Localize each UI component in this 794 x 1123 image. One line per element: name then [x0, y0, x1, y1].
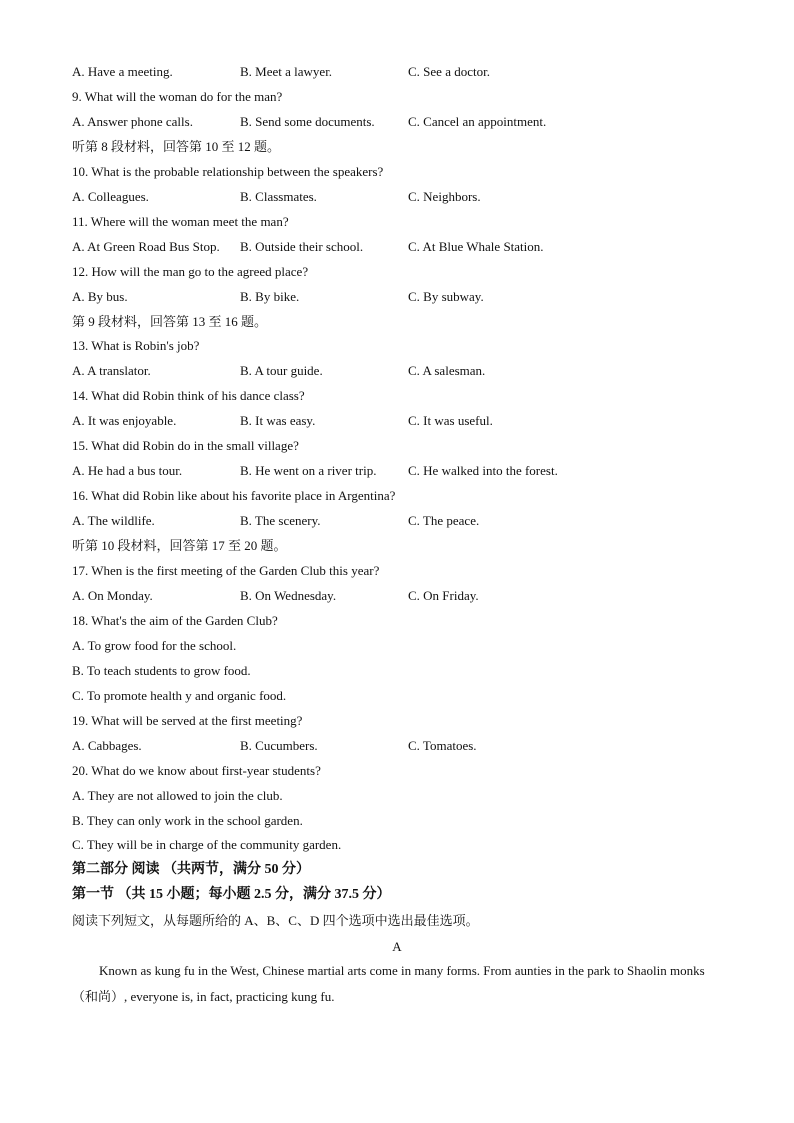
option-a: A. It was enjoyable. — [72, 413, 177, 428]
option-a: A. Colleagues. — [72, 189, 149, 204]
option-b: B. Send some documents. — [240, 114, 375, 129]
option-b: B. On Wednesday. — [240, 588, 337, 603]
option-c: C. See a doctor. — [408, 64, 490, 79]
option-b: B. Outside their school. — [240, 239, 364, 254]
option-a: A. Answer phone calls. — [72, 114, 193, 129]
option-c: C. At Blue Whale Station. — [408, 239, 544, 254]
passage-paragraph: Known as kung fu in the West, Chinese martial arts come in many forms. From aunties in the park to Shaolin monks（和尚）, everyone is, in fact, practicing kung fu. — [72, 963, 705, 1004]
option-a: A. He had a bus tour. — [72, 463, 183, 478]
option-a: A. At Green Road Bus Stop. — [72, 239, 220, 254]
option-b: B. The scenery. — [240, 513, 321, 528]
option-b: B. A tour guide. — [240, 363, 323, 378]
question-line: B. They can only work in the school garden. — [72, 813, 303, 828]
question-line: B. To teach students to grow food. — [72, 663, 251, 678]
option-a: A. Have a meeting. — [72, 64, 173, 79]
question-line: 16. What did Robin like about his favorite place in Argentina? — [72, 488, 396, 503]
section-one-heading: 第一节 （共 15 小题；每小题 2.5 分，满分 37.5 分） — [72, 887, 391, 902]
option-b: B. Meet a lawyer. — [240, 64, 333, 79]
question-line: 14. What did Robin think of his dance class? — [72, 388, 305, 403]
option-b: B. He went on a river trip. — [240, 463, 377, 478]
option-c: C. Cancel an appointment. — [408, 114, 547, 129]
option-a: A. The wildlife. — [72, 513, 155, 528]
question-line: A. They are not allowed to join the club. — [72, 788, 283, 803]
part-two-heading: 第二部分 阅读 （共两节，满分 50 分） — [72, 862, 310, 877]
option-a: A. Cabbages. — [72, 738, 142, 753]
question-line: 11. Where will the woman meet the man? — [72, 214, 289, 229]
option-c: C. He walked into the forest. — [408, 463, 558, 478]
option-c: C. On Friday. — [408, 588, 479, 603]
option-a: A. A translator. — [72, 363, 151, 378]
option-a: A. By bus. — [72, 289, 128, 304]
option-b: B. Classmates. — [240, 189, 317, 204]
question-line: 听第 8 段材料，回答第 10 至 12 题。 — [72, 139, 281, 154]
question-line: C. They will be in charge of the community garden. — [72, 837, 342, 852]
option-b: B. It was easy. — [240, 413, 316, 428]
question-line: 19. What will be served at the first meeting? — [72, 713, 303, 728]
option-b: B. By bike. — [240, 289, 300, 304]
question-line: 听第 10 段材料，回答第 17 至 20 题。 — [72, 538, 287, 553]
question-line: 第 9 段材料，回答第 13 至 16 题。 — [72, 314, 268, 329]
question-line: 20. What do we know about first-year students? — [72, 763, 321, 778]
option-c: C. Tomatoes. — [408, 738, 477, 753]
question-line: 15. What did Robin do in the small village? — [72, 438, 299, 453]
question-line: C. To promote health y and organic food. — [72, 688, 287, 703]
question-line: 12. How will the man go to the agreed place? — [72, 264, 309, 279]
question-line: 13. What is Robin's job? — [72, 338, 200, 353]
question-line: A. To grow food for the school. — [72, 638, 237, 653]
passage-label: A — [392, 939, 402, 954]
option-c: C. By subway. — [408, 289, 484, 304]
option-c: C. Neighbors. — [408, 189, 481, 204]
question-line: 9. What will the woman do for the man? — [72, 89, 283, 104]
option-c: C. The peace. — [408, 513, 480, 528]
option-b: B. Cucumbers. — [240, 738, 318, 753]
question-line: 17. When is the first meeting of the Garden Club this year? — [72, 563, 380, 578]
question-line: 18. What's the aim of the Garden Club? — [72, 613, 278, 628]
option-a: A. On Monday. — [72, 588, 153, 603]
option-c: C. It was useful. — [408, 413, 493, 428]
reading-instruction: 阅读下列短文，从每题所给的 A、B、C、D 四个选项中选出最佳选项。 — [72, 913, 479, 928]
question-line: 10. What is the probable relationship between the speakers? — [72, 164, 384, 179]
option-c: C. A salesman. — [408, 363, 486, 378]
